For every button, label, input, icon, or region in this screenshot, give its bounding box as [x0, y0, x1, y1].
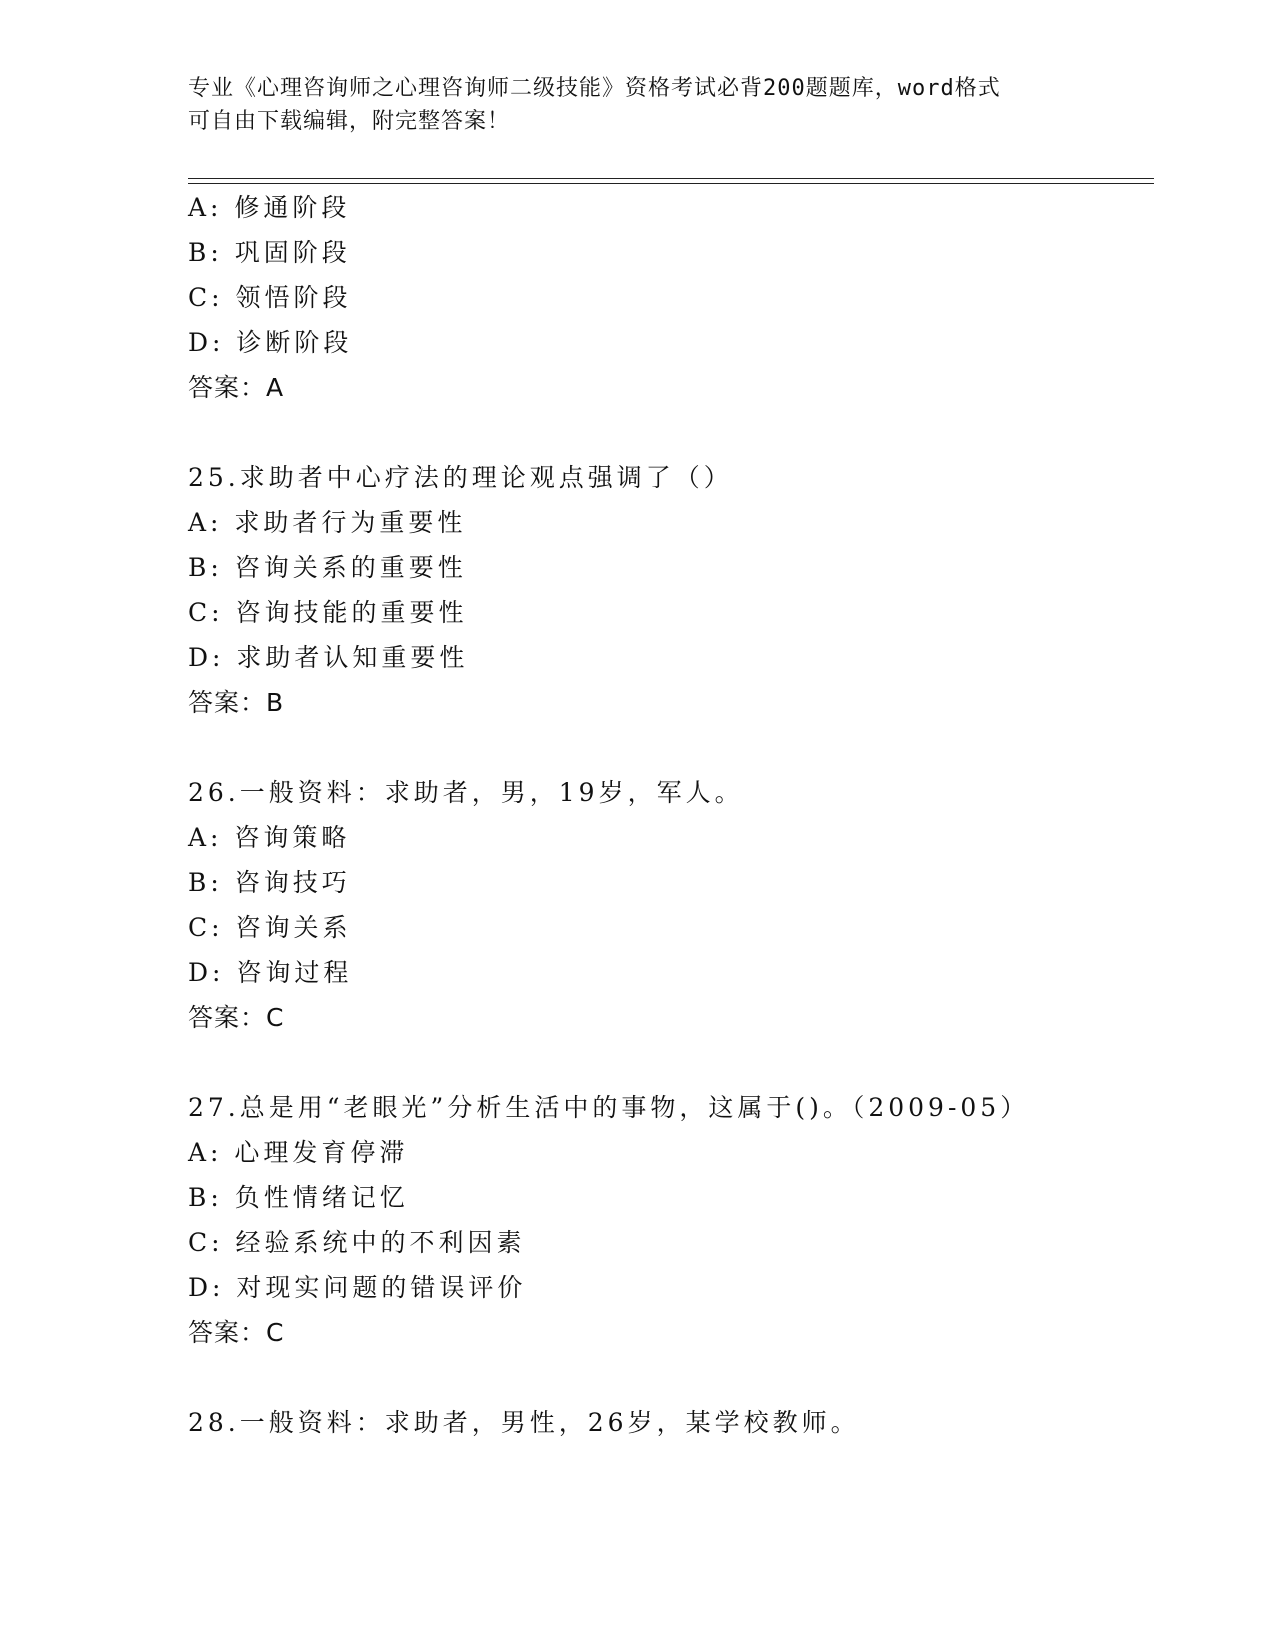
q27-option-a: A: 心理发育停滞: [188, 1138, 409, 1167]
q27-option-d: D: 对现实问题的错误评价: [188, 1273, 527, 1302]
q25-option-d: D: 求助者认知重要性: [188, 643, 469, 672]
q27-option-b: B: 负性情绪记忆: [188, 1183, 409, 1212]
q26-option-b: B: 咨询技巧: [188, 868, 351, 897]
q27-option-c: C: 经验系统中的不利因素: [188, 1228, 526, 1257]
q26-question: 26.一般资料：求助者，男，19岁，军人。: [188, 778, 744, 807]
q25-question: 25.求助者中心疗法的理论观点强调了（）: [188, 463, 733, 492]
header-divider-bottom: [188, 183, 1154, 184]
header-divider-top: [188, 178, 1154, 179]
q26-option-d: D: 咨询过程: [188, 958, 353, 987]
document-header: [188, 72, 1088, 138]
q27-answer: 答案：C: [188, 1318, 285, 1347]
q25-option-b: B: 咨询关系的重要性: [188, 553, 467, 582]
q26-option-c: C: 咨询关系: [188, 913, 352, 942]
q25-answer: 答案：B: [188, 688, 285, 717]
header-line-1: 专业《心理咨询师之心理咨询师二级技能》资格考试必背200题题库，word格式: [188, 76, 1001, 101]
q25-option-c: C: 咨询技能的重要性: [188, 598, 468, 627]
q26-answer: 答案：C: [188, 1003, 285, 1032]
q24-answer: 答案：A: [188, 373, 285, 402]
q28-question: 28.一般资料：求助者，男性，26岁，某学校教师。: [188, 1408, 860, 1437]
q27-question: 27.总是用“老眼光”分析生活中的事物，这属于()。（2009-05）: [188, 1093, 1030, 1122]
header-line-2: 可自由下载编辑，附完整答案！: [188, 109, 511, 134]
q25-option-a: A: 求助者行为重要性: [188, 508, 467, 537]
q24-option-b: B: 巩固阶段: [188, 238, 351, 267]
q24-option-a: A: 修通阶段: [188, 193, 351, 222]
q26-option-a: A: 咨询策略: [188, 823, 351, 852]
q24-option-d: D: 诊断阶段: [188, 328, 353, 357]
q24-option-c: C: 领悟阶段: [188, 283, 352, 312]
